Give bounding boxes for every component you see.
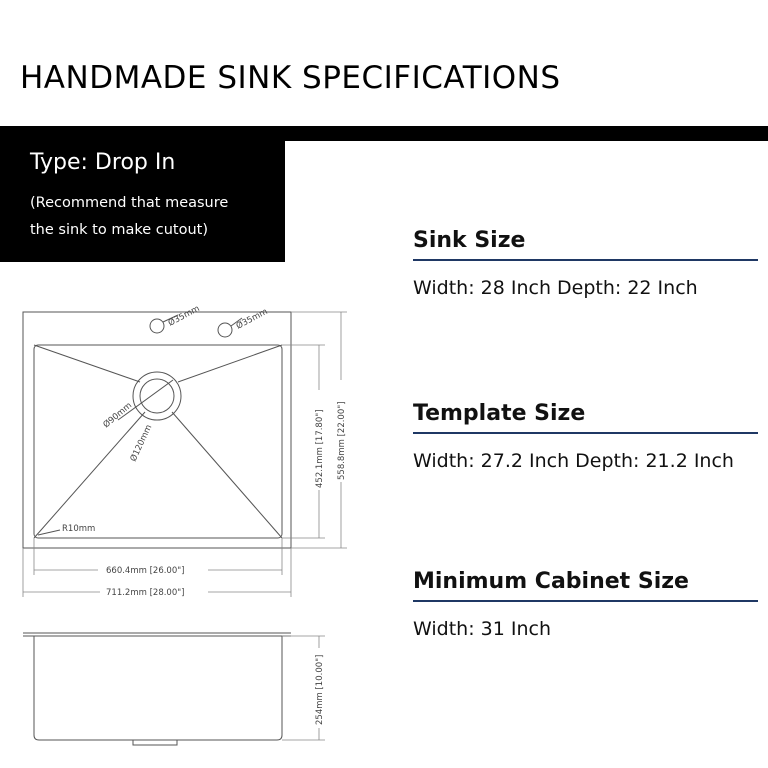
spec-heading: Template Size xyxy=(413,401,586,426)
leader-line xyxy=(38,530,60,535)
spec-sink-size xyxy=(413,228,758,299)
sink-technical-drawing xyxy=(0,290,380,760)
sink-type-label: Type: Drop In xyxy=(30,150,176,175)
faucet-hole-1-dim: Ø35mm xyxy=(166,303,202,329)
sink-outer-rim xyxy=(23,312,291,548)
bowl-height-dim: 254mm [10.00"] xyxy=(315,654,325,725)
page-title: HANDMADE SINK SPECIFICATIONS xyxy=(20,60,561,96)
drain-outer-dim: Ø120mm xyxy=(128,423,155,464)
bowl-crease-line xyxy=(34,345,140,382)
spec-value: Width: 28 Inch Depth: 22 Inch xyxy=(413,277,698,299)
cutout-note-line-2: the sink to make cutout) xyxy=(30,222,209,238)
inner-depth-dim: 452.1mm [17.80"] xyxy=(315,409,325,488)
corner-radius-dim: R10mm xyxy=(62,524,96,534)
spec-value: Width: 31 Inch xyxy=(413,618,551,640)
spec-min-cabinet-size xyxy=(413,569,758,640)
outer-width-dim: 711.2mm [28.00"] xyxy=(106,588,185,598)
spec-heading: Minimum Cabinet Size xyxy=(413,569,689,594)
bowl-crease-line xyxy=(172,412,282,538)
spec-heading: Sink Size xyxy=(413,228,526,253)
outer-depth-dim: 558.8mm [22.00"] xyxy=(337,401,347,480)
inner-width-dim: 660.4mm [26.00"] xyxy=(106,566,185,576)
faucet-hole-right xyxy=(218,323,232,337)
drain-inner-dim: Ø90mm xyxy=(101,400,135,431)
side-bowl-outline xyxy=(34,636,282,740)
type-info-box xyxy=(0,126,285,262)
drain-inner-circle xyxy=(140,379,174,413)
spec-template-size xyxy=(413,401,758,472)
sink-side-view xyxy=(23,633,291,745)
cutout-note-line-1: (Recommend that measure xyxy=(30,195,229,211)
spec-value: Width: 27.2 Inch Depth: 21.2 Inch xyxy=(413,450,734,472)
bowl-crease-line xyxy=(178,345,282,382)
sink-bowl-outline xyxy=(34,345,282,538)
spec-underline xyxy=(413,432,758,434)
sink-top-view xyxy=(23,312,291,548)
spec-underline xyxy=(413,600,758,602)
side-drain-outlet xyxy=(133,740,177,745)
faucet-hole-2-dim: Ø35mm xyxy=(234,306,270,332)
spec-underline xyxy=(413,259,758,261)
cutout-note xyxy=(30,190,280,244)
faucet-hole-left xyxy=(150,319,164,333)
bowl-crease-line xyxy=(34,412,145,538)
